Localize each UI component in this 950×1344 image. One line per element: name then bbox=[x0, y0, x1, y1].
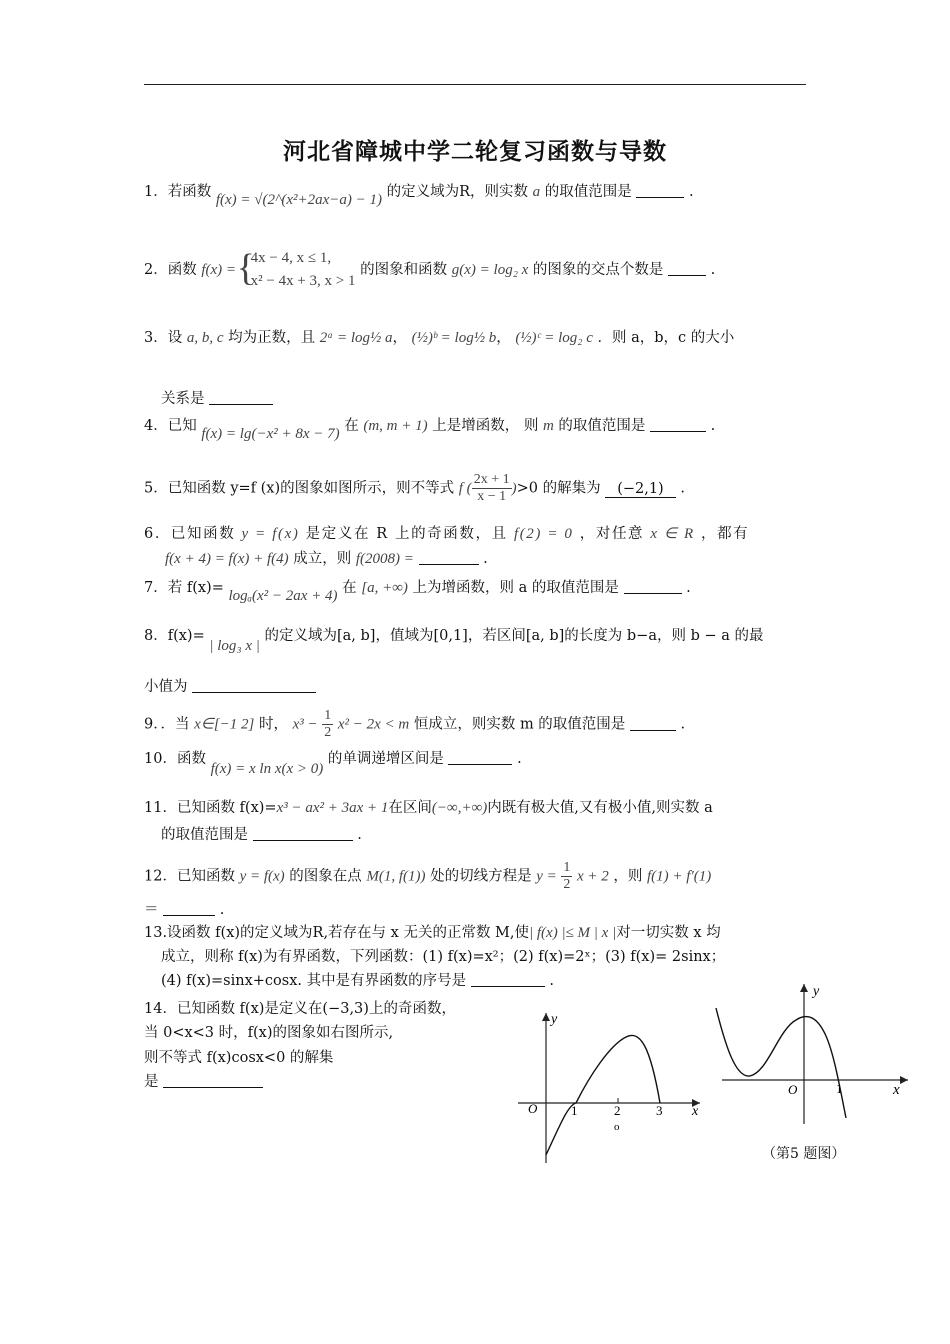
q2-num: 2．函数 bbox=[144, 262, 197, 278]
q5-end: . bbox=[680, 480, 685, 497]
q4-num: 4．已知 bbox=[144, 418, 197, 434]
question-7 bbox=[144, 577, 814, 607]
q6-cond: f(2) = 0 bbox=[513, 526, 574, 542]
q4-text3: 的取值范围是 bbox=[558, 418, 646, 434]
question-12-line2 bbox=[144, 899, 814, 921]
q5-f-post: ) bbox=[511, 480, 517, 497]
q6-line2-a: f(x + 4) = f(x) + f(4) bbox=[165, 551, 289, 567]
q13-line2: 成立，则称 f(x)为有界函数，下列函数：(1) f(x)=x²；(2) f(x)=2ˣ；(3) f(x)= 2sinx； bbox=[161, 949, 726, 965]
question-3: 3．设 a, b, c 均为正数，且 2ᵃ = log½ a， (½)ᵇ = log½ b， (½)ᶜ = log₂ c ．则 a，b，c 的大小 bbox=[144, 330, 735, 346]
q4-var: m bbox=[542, 418, 554, 434]
q12-point: M(1, f(1)) bbox=[366, 868, 426, 885]
q4-answer-blank[interactable] bbox=[650, 417, 706, 432]
q3-eq3: (½)ᶜ = log₂ c bbox=[515, 330, 593, 346]
q9-frac-top: 1 bbox=[324, 708, 332, 723]
q1-text: 的定义域为R，则实数 bbox=[386, 184, 529, 200]
q3-line2: 关系是 bbox=[161, 391, 205, 407]
q10-f: f(x) = x ln x(x > 0) bbox=[210, 761, 324, 777]
q9-ineq-a: x³ − bbox=[292, 716, 318, 733]
figure-caption: （第5 题图） bbox=[762, 1146, 846, 1162]
q12-frac-bot: 2 bbox=[563, 877, 571, 892]
q13-answer-blank[interactable] bbox=[471, 972, 545, 987]
q13-line1-b: 对一切实数 x 均 bbox=[616, 925, 721, 941]
q5-tick-label-1: 1 bbox=[836, 1081, 843, 1096]
question-8-line2 bbox=[144, 676, 814, 698]
q11-interval: (−∞,+∞) bbox=[431, 800, 488, 816]
q11-num: 11．已知函数 f(x)= bbox=[144, 800, 277, 816]
q14-y-label: y bbox=[551, 1012, 558, 1027]
q12-text3: ，则 bbox=[613, 868, 643, 885]
q12-f: y = f(x) bbox=[239, 868, 285, 885]
q1-var: a bbox=[532, 184, 541, 200]
q2-text2: 的图象的交点个数是 bbox=[532, 262, 664, 278]
q3-vars: a, b, c bbox=[186, 330, 224, 346]
q8-answer-blank[interactable] bbox=[192, 678, 316, 693]
question-13-line2 bbox=[161, 946, 831, 968]
q9-num: 9．．当 bbox=[144, 716, 190, 733]
q6-line1-d: ，都有 bbox=[700, 526, 750, 542]
q6-answer-blank[interactable] bbox=[419, 550, 479, 565]
q2-text: 的图象和函数 bbox=[360, 262, 448, 278]
question-12 bbox=[144, 860, 814, 893]
q9-frac-bot: 2 bbox=[324, 725, 332, 740]
q5-fraction bbox=[472, 472, 512, 505]
question-11-line2 bbox=[161, 824, 831, 846]
q11-f: x³ − ax² + 3ax + 1 bbox=[276, 800, 389, 816]
q9-fraction bbox=[322, 708, 333, 741]
q6-end: . bbox=[483, 551, 488, 567]
q9-end: . bbox=[680, 716, 686, 733]
q5-y-label: y bbox=[813, 984, 820, 999]
q4-end: . bbox=[710, 418, 716, 434]
q14-x-label: x bbox=[692, 1104, 699, 1119]
q6-f: y = f(x) bbox=[241, 526, 300, 542]
q5-graph bbox=[712, 978, 912, 1128]
q9-text: 时， bbox=[258, 716, 288, 733]
q3-eq1: 2ᵃ = log½ a bbox=[319, 330, 393, 346]
q12-num: 12．已知函数 bbox=[144, 868, 235, 885]
q7-f: logₐ(x² − 2ax + 4) bbox=[228, 588, 338, 604]
q7-text2: 上为增函数，则 a 的取值范围是 bbox=[412, 580, 619, 596]
q2-piecewise bbox=[241, 247, 356, 293]
q14-under-mark: o bbox=[614, 1121, 620, 1133]
q13-end: . bbox=[549, 973, 554, 989]
q5-curve bbox=[716, 1008, 846, 1118]
q6-cond2: x ∈ R bbox=[650, 526, 695, 542]
q8-num: 8．f(x)= bbox=[144, 628, 205, 644]
q11-answer-blank[interactable] bbox=[253, 826, 353, 841]
q6-line2-c: f(2008) = bbox=[355, 551, 414, 567]
q5-frac-top: 2x + 1 bbox=[473, 472, 510, 487]
q12-expr: f(1) + f′(1) bbox=[647, 868, 712, 885]
q14-tick-label-2: 2 bbox=[614, 1103, 621, 1118]
q4-text: 在 bbox=[344, 418, 359, 434]
q6-line2-b: 成立，则 bbox=[293, 551, 352, 567]
q14-graph bbox=[510, 1005, 710, 1165]
q14-tick-label-1: 1 bbox=[571, 1103, 578, 1118]
question-6 bbox=[144, 523, 814, 545]
q12-fraction bbox=[561, 860, 572, 893]
q11-line2: 的取值范围是 bbox=[161, 827, 248, 843]
q5-x-arrow bbox=[900, 1076, 908, 1084]
q2-g: g(x) = log₂ x bbox=[451, 262, 529, 278]
q14-line3: 则不等式 f(x)cosx<0 的解集 bbox=[144, 1050, 334, 1066]
q12-text2: 处的切线方程是 bbox=[430, 868, 532, 885]
q11-text: 在区间 bbox=[388, 800, 432, 816]
q14-y-arrow bbox=[542, 1013, 550, 1021]
q3-text2: ．则 a，b，c 的大小 bbox=[597, 330, 735, 346]
q7-answer-blank[interactable] bbox=[624, 579, 682, 594]
question-13 bbox=[144, 922, 814, 944]
q4-interval: (m, m + 1) bbox=[363, 418, 428, 434]
q14-curve bbox=[546, 1035, 660, 1155]
q5-frac-bot: x − 1 bbox=[477, 489, 507, 504]
q10-end: . bbox=[517, 751, 522, 767]
q8-f: | log₃ x | bbox=[209, 638, 260, 654]
q14-origin-label: O bbox=[528, 1101, 538, 1116]
q2-f-lhs: f(x) = bbox=[201, 262, 237, 278]
q11-end: . bbox=[357, 827, 362, 843]
q13-line3: (4) f(x)=sinx+cosx. 其中是有界函数的序号是 bbox=[161, 973, 467, 989]
q7-interval: [a, +∞) bbox=[361, 580, 408, 596]
q5-f-pre: f ( bbox=[458, 480, 472, 497]
q14-line2: 当 0<x<3 时，f(x)的图象如右图所示, bbox=[144, 1025, 394, 1041]
question-11 bbox=[144, 797, 814, 819]
q12-line-a: y = bbox=[536, 868, 557, 885]
question-6-line2 bbox=[165, 548, 835, 570]
q2-case2: x² − 4x + 3, x > 1 bbox=[250, 273, 356, 289]
q3-answer-blank[interactable] bbox=[209, 390, 273, 405]
q5-answer: (−2,1) bbox=[605, 481, 676, 498]
q7-text: 在 bbox=[342, 580, 357, 596]
q5-x-label: x bbox=[893, 1082, 900, 1098]
question-10 bbox=[144, 748, 814, 780]
q1-answer-blank[interactable] bbox=[636, 183, 684, 198]
header-rule bbox=[144, 84, 806, 85]
q1-end: . bbox=[688, 184, 694, 200]
q5-origin-label: O bbox=[788, 1082, 798, 1097]
q13-cond: | f(x) |≤ M | x | bbox=[529, 925, 617, 941]
question-3-line2 bbox=[161, 388, 831, 410]
q12-line2: ＝ bbox=[144, 902, 159, 918]
question-8 bbox=[144, 625, 814, 657]
q3-text: 均为正数，且 bbox=[228, 330, 316, 346]
question-4 bbox=[144, 415, 814, 445]
q14-line4: 是 bbox=[144, 1074, 159, 1090]
q5-text2: >0 的解集为 bbox=[516, 480, 601, 497]
q12-frac-top: 1 bbox=[563, 860, 571, 875]
question-1 bbox=[144, 181, 814, 211]
q9-cond: x∈[−1 2] bbox=[194, 716, 255, 733]
q6-line1-c: ，对任意 bbox=[579, 526, 645, 542]
q2-end: . bbox=[710, 262, 716, 278]
q2-case1: { 4x − 4, x ≤ 1, bbox=[250, 250, 332, 266]
q14-tick-label-3: 3 bbox=[656, 1103, 663, 1118]
q5-y-arrow bbox=[800, 984, 808, 992]
q9-answer-blank[interactable] bbox=[630, 716, 676, 731]
question-2 bbox=[144, 247, 814, 293]
q1-text2: 的取值范围是 bbox=[544, 184, 632, 200]
q12-end: . bbox=[219, 902, 225, 918]
q6-line1-a: 6．已知函数 bbox=[144, 526, 236, 542]
q8-line2: 小值为 bbox=[144, 679, 188, 695]
q6-line1-b: 是定义在 R 上的奇函数，且 bbox=[305, 526, 508, 542]
q9-ineq-b: x² − 2x < m bbox=[337, 716, 410, 733]
q12-line-b: x + 2 bbox=[577, 868, 609, 885]
q5-text: 5．已知函数 y=f (x)的图象如图所示，则不等式 bbox=[144, 480, 455, 497]
q14-answer-blank[interactable] bbox=[163, 1073, 263, 1088]
q14-line1: 14．已知函数 f(x)是定义在(−3,3)上的奇函数， bbox=[144, 1001, 456, 1017]
q10-answer-blank[interactable] bbox=[448, 750, 512, 765]
q2-answer-blank[interactable] bbox=[668, 261, 706, 276]
q10-text: 的单调递增区间是 bbox=[327, 751, 444, 767]
q4-text2: 上是增函数， 则 bbox=[432, 418, 539, 434]
q7-end: . bbox=[686, 580, 691, 596]
page-title: 河北省障城中学二轮复习函数与导数 bbox=[283, 139, 667, 165]
q7-num: 7．若 f(x)= bbox=[144, 580, 224, 596]
q9-text2: 恒成立，则实数 m 的取值范围是 bbox=[413, 716, 626, 733]
q12-answer-blank[interactable] bbox=[163, 901, 215, 916]
q10-num: 10．函数 bbox=[144, 751, 206, 767]
q1-num: 1．若函数 bbox=[144, 184, 212, 200]
q12-text: 的图象在点 bbox=[289, 868, 362, 885]
question-5 bbox=[144, 472, 814, 505]
q3-eq2: (½)ᵇ = log½ b bbox=[411, 330, 497, 346]
q13-line1-a: 13.设函数 f(x)的定义域为R,若存在与 x 无关的正常数 M,使 bbox=[144, 925, 530, 941]
q3-num: 3．设 bbox=[144, 330, 183, 346]
question-9 bbox=[144, 708, 814, 741]
q4-f: f(x) = lg(−x² + 8x − 7) bbox=[201, 426, 340, 442]
q1-formula: f(x) = √(2^(x²+2ax−a) − 1) bbox=[215, 192, 383, 208]
q11-text2: 内既有极大值,又有极小值,则实数 a bbox=[487, 800, 713, 816]
q8-text: 的定义域为[a, b]，值域为[0,1]，若区间[a, b]的长度为 b−a，则 b − a 的最 bbox=[264, 628, 764, 644]
